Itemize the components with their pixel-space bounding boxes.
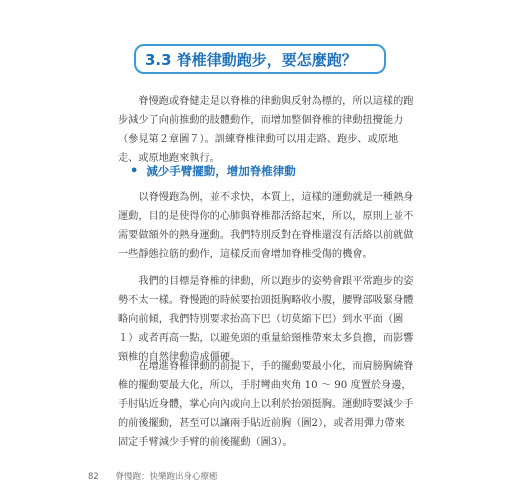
bullet-icon: • (130, 163, 139, 179)
chapter-title-box (134, 44, 386, 74)
body-paragraph-2: 我們的目標是脊椎的律動，所以跑步的姿勢會跟平常跑步的姿勢不太一樣。脊慢跑的時候要抬頭挺胸略收小腹，腰臀部吸緊身體略向前傾，我們特別要求抬高下巴（切莫縮下巴）到水平面（圖１）或者再高一點，以避免頭的重量給頸椎帶來太多負擔，而影響頸椎的自然律動造成僵硬。 (118, 276, 414, 363)
page-number: 82 (88, 472, 99, 482)
section-heading (130, 163, 296, 179)
page-footer (88, 470, 218, 482)
body-paragraph-3: 在增進脊椎律動的前提下，手的擺動要最小化，而肩膀胸繞脊椎的擺動要最大化，所以，手肘彎曲夾角 10 ～ 90 度置於身邊，手肘貼近身體，掌心向內或向上以利於抬頭挺胸。運動時要減少手的前後擺動，甚至可以讓兩手貼近前胸（圖2），或者用彈力帶來固定手臂減少手臂的前後擺動（圖3）。 (118, 361, 414, 448)
intro-paragraph: 脊慢跑或脊健走是以脊椎的律動與反射為標的，所以這樣的跑步減少了向前推動的肢體動作，而增加整個脊椎的律動扭攪能力（參見第２章圖７）。訓練脊椎律動可以用走路、跑步、或原地走、或原地跑來執行。 (118, 96, 414, 164)
body-paragraph-1: 以脊慢跑為例，並不求快，本質上，這樣的運動就是一種熱身運動，目的是使得你的心肺與脊椎都活絡起來，所以，原則上並不需要做額外的熱身運動。我們特別反對在脊椎還沒有活絡以前就做一些靜態拉筋的動作，這樣反而會增加脊椎受傷的機會。 (118, 192, 414, 260)
chapter-title: 3.3 脊椎律動跑步，要怎麼跑？ (145, 50, 357, 69)
section-heading-text: 減少手臂擺動，增加脊椎律動 (146, 164, 296, 178)
book-title: 脊慢跑：快樂跑出身心療癒 (115, 472, 218, 482)
